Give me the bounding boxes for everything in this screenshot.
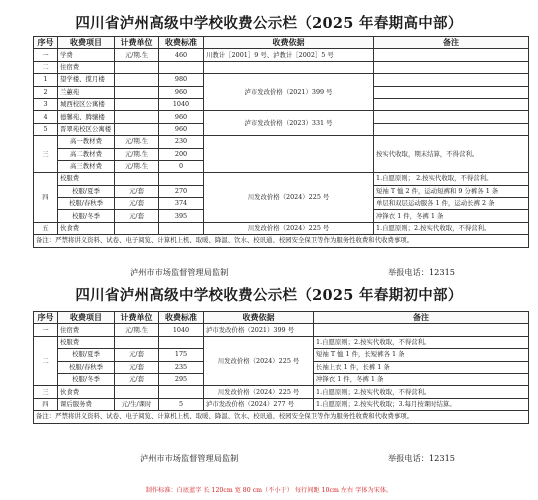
- row-standard: [159, 386, 204, 398]
- row-standard: 374: [159, 198, 204, 210]
- row-item: 望学楼、揽月楼: [58, 74, 115, 86]
- row-no: 2: [34, 86, 58, 98]
- row-item: 校服/春秋季: [58, 361, 115, 373]
- row-standard: 960: [159, 111, 204, 123]
- row-remark: 短袖 T 恤 1 件，长短裤各 1 条: [314, 349, 529, 361]
- row-basis: 川发改价格（2024）225 号: [204, 222, 374, 234]
- row-no: 5: [34, 123, 58, 135]
- row-item: 伙食费: [58, 386, 115, 398]
- row-no: 三: [34, 386, 58, 398]
- row-no: 三: [34, 136, 58, 173]
- row-remark: [374, 49, 529, 61]
- row-unit: 元/套: [115, 185, 159, 197]
- high-school-fee-table: [33, 36, 529, 248]
- row-remark: 冲锋衣 1 件，冬裤 1 条: [314, 373, 529, 385]
- row-standard: 5: [159, 398, 204, 410]
- row-basis: 泸市发改价格（2021）399 号: [204, 324, 314, 336]
- row-item: 城西校区公寓楼: [58, 98, 115, 110]
- high-school-supervisor: 泸州市市场监督管理局监制: [130, 267, 229, 277]
- row-unit: 元/生/课时: [115, 398, 159, 410]
- row-basis: 泸市发改价格（2024）277 号: [204, 398, 314, 410]
- row-remark: [374, 74, 529, 86]
- row-remark: 冲锋衣 1 件，冬裤 1 条: [374, 210, 529, 222]
- row-remark: 1.自愿原则；2.按实代收取，不得营利。: [314, 386, 529, 398]
- table-remark-row: [34, 235, 529, 247]
- header-remark: 备注: [374, 37, 529, 49]
- row-remark: [374, 111, 529, 123]
- row-item: 高一教材费: [58, 136, 115, 148]
- row-unit: 元/期.生: [115, 160, 159, 172]
- row-item: 校服/夏季: [58, 185, 115, 197]
- header-unit: 计费单位: [115, 312, 159, 324]
- junior-school-hotline: 举报电话：12315: [388, 453, 455, 463]
- row-no: 二: [34, 61, 58, 73]
- row-unit: [115, 98, 159, 110]
- row-no: 3: [34, 98, 58, 110]
- row-unit: [115, 111, 159, 123]
- row-item: 校服/春秋季: [58, 198, 115, 210]
- remark-text: 备注：严禁将讲义资料、试卷、电子阅览、计算机上机、取暖、降温、饮水、校讯通、校园安全保卫等作为服务性收费和代收费事项。: [34, 235, 529, 247]
- row-remark: [374, 123, 529, 135]
- row-standard: [159, 222, 204, 234]
- row-unit: [115, 74, 159, 86]
- header-unit: 计费单位: [115, 37, 159, 49]
- row-no: 4: [34, 111, 58, 123]
- row-no: 一: [34, 324, 58, 336]
- row-unit: [115, 61, 159, 73]
- header-remark: 备注: [314, 312, 529, 324]
- row-item: 兰蕙苑: [58, 86, 115, 98]
- row-no: 二: [34, 336, 58, 386]
- row-no: 1: [34, 74, 58, 86]
- row-standard: 980: [159, 74, 204, 86]
- junior-school-supervisor: 泸州市市场监督管理局监制: [140, 453, 239, 463]
- row-unit: 元/套: [115, 373, 159, 385]
- header-no: 序号: [34, 37, 58, 49]
- row-standard: 1040: [159, 98, 204, 110]
- row-item: 高三教材费: [58, 160, 115, 172]
- table-row: [34, 49, 529, 61]
- row-standard: [159, 61, 204, 73]
- row-item: 伙食费: [58, 222, 115, 234]
- table-row: [34, 111, 529, 123]
- row-basis: 川教计［2001］9 号、泸教计［2002］5 号: [204, 49, 374, 61]
- header-no: 序号: [34, 312, 58, 324]
- table-row: [34, 74, 529, 86]
- table-row: [34, 136, 529, 148]
- row-remark: 1.自愿原则；2.按实代收取，不得营利。: [314, 336, 529, 348]
- row-standard: 230: [159, 136, 204, 148]
- row-unit: 元/期.生: [115, 148, 159, 160]
- row-unit: [115, 173, 159, 185]
- row-remark: 短袖 T 恤 2 件，运动短裤和 9 分裤各 1 条: [374, 185, 529, 197]
- row-unit: [115, 86, 159, 98]
- row-remark: [374, 86, 529, 98]
- production-note: 制作标准：白底蓝字 长 120cm 宽 80 cm（不小于） 每行间距 10cm 左右 字体为宋体。: [145, 487, 393, 494]
- row-no: 一: [34, 49, 58, 61]
- row-unit: 元/期.生: [115, 136, 159, 148]
- row-standard: 270: [159, 185, 204, 197]
- row-remark: 按实代收取，期末结算，不得营利。: [374, 136, 529, 173]
- row-remark: [374, 98, 529, 110]
- table-row: [34, 61, 529, 73]
- row-unit: 元/期.生: [115, 324, 159, 336]
- row-standard: 460: [159, 49, 204, 61]
- table-header-row: [34, 37, 529, 49]
- row-basis: 泸市发改价格（2021）399 号: [204, 74, 374, 111]
- row-no: 四: [34, 398, 58, 410]
- row-unit: [115, 222, 159, 234]
- row-item: 高二教材费: [58, 148, 115, 160]
- row-item: 学费: [58, 49, 115, 61]
- row-standard: 235: [159, 361, 204, 373]
- header-standard: 收费标准: [159, 37, 204, 49]
- row-no: 五: [34, 222, 58, 234]
- remark-text: 备注：严禁将讲义资料、试卷、电子阅览、计算机上机、取暖、降温、饮水、校讯通、校园安全保卫等作为服务性收费和代收费事项。: [34, 411, 529, 423]
- row-unit: 元/套: [115, 210, 159, 222]
- row-standard: [159, 173, 204, 185]
- table-remark-row: [34, 411, 529, 423]
- row-unit: 元/套: [115, 198, 159, 210]
- table-row: [34, 222, 529, 234]
- table-row: [34, 336, 529, 348]
- row-unit: 元/期.生: [115, 49, 159, 61]
- row-basis: 泸市发改价格（2023）331 号: [204, 111, 374, 136]
- row-remark: 1.自愿原则； 2.按实代收取，不得营利。: [374, 173, 529, 185]
- row-item: 校服/冬季: [58, 373, 115, 385]
- row-standard: 960: [159, 86, 204, 98]
- row-item: 校服费: [58, 173, 115, 185]
- row-remark: [314, 324, 529, 336]
- table-row: [34, 386, 529, 398]
- row-basis: 川发改价格（2024）225 号: [204, 386, 314, 398]
- row-standard: 395: [159, 210, 204, 222]
- row-standard: 1040: [159, 324, 204, 336]
- row-item: 住宿费: [58, 324, 115, 336]
- row-item: 课后服务费: [58, 398, 115, 410]
- table-header-row: [34, 312, 529, 324]
- row-basis: 川发改价格（2024）225 号: [204, 173, 374, 223]
- row-basis: [204, 136, 374, 173]
- header-standard: 收费标准: [159, 312, 204, 324]
- row-remark: 单层和双层运动服各 1 件，运动长裤 2 条: [374, 198, 529, 210]
- table-row: [34, 173, 529, 185]
- row-basis: [204, 61, 374, 73]
- row-unit: 元/套: [115, 361, 159, 373]
- row-item: 晋翠苑校区公寓楼: [58, 123, 115, 135]
- row-basis: 川发改价格（2024）225 号: [204, 336, 314, 386]
- row-item: 校服/夏季: [58, 349, 115, 361]
- row-remark: 1.自愿原则；2.按实代收取，不得营利。: [374, 222, 529, 234]
- header-item: 收费项目: [58, 312, 115, 324]
- row-standard: 175: [159, 349, 204, 361]
- table-row: [34, 398, 529, 410]
- row-standard: 295: [159, 373, 204, 385]
- row-unit: [115, 386, 159, 398]
- row-standard: [159, 336, 204, 348]
- row-unit: 元/套: [115, 349, 159, 361]
- high-school-hotline: 举报电话：12315: [388, 267, 455, 277]
- row-remark: 1.自愿原则；2.按实代收取；3.每月按课时结算。: [314, 398, 529, 410]
- row-item: 校服/冬季: [58, 210, 115, 222]
- row-standard: 960: [159, 123, 204, 135]
- row-unit: [115, 123, 159, 135]
- high-school-title: 四川省泸州高级中学校收费公示栏（2025 年春期高中部）: [75, 15, 463, 32]
- junior-school-fee-table: [33, 311, 529, 424]
- row-unit: [115, 336, 159, 348]
- row-standard: 0: [159, 160, 204, 172]
- junior-school-title: 四川省泸州高级中学校收费公示栏（2025 年春期初中部）: [75, 287, 463, 304]
- row-item: 校服费: [58, 336, 115, 348]
- row-item: 德馨苑、腾骧楼: [58, 111, 115, 123]
- row-remark: [374, 61, 529, 73]
- row-remark: 长袖上衣 1 件，长裤 1 条: [314, 361, 529, 373]
- row-no: 四: [34, 173, 58, 223]
- row-item: 住宿费: [58, 61, 115, 73]
- table-row: [34, 324, 529, 336]
- row-standard: 200: [159, 148, 204, 160]
- header-basis: 收费依据: [204, 37, 374, 49]
- header-item: 收费项目: [58, 37, 115, 49]
- header-basis: 收费依据: [204, 312, 314, 324]
